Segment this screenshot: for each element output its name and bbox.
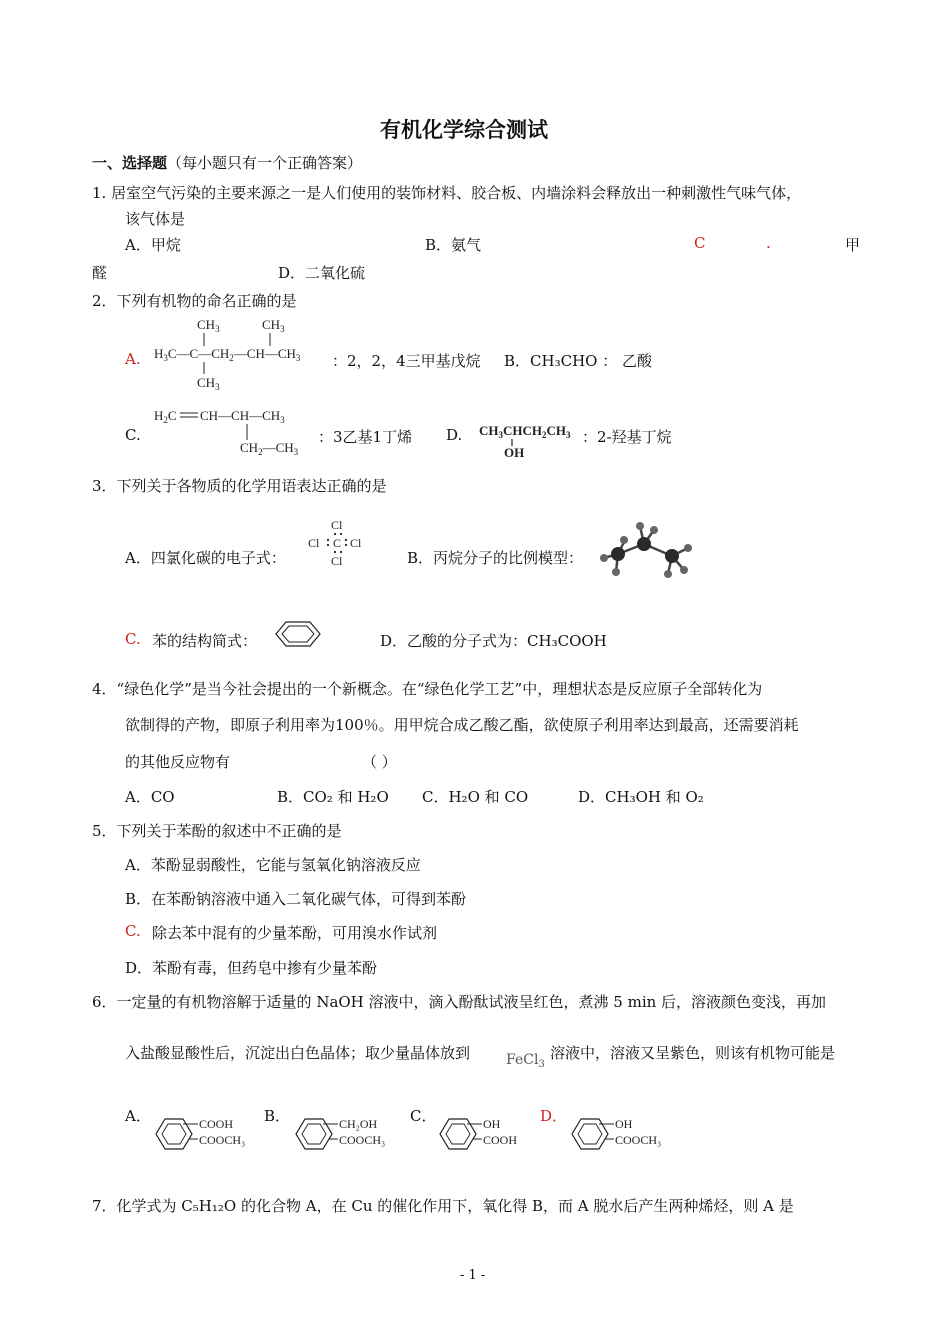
q6-option-b-letter: B． xyxy=(264,1107,291,1125)
svg-text:Cl: Cl xyxy=(308,536,320,550)
q1-stem-line1: 1. 居室空气污染的主要来源之一是人们使用的装饰材料、胶合板、内墙涂料会释放出一种刺激性气味气体， xyxy=(92,184,802,202)
q6-a-structure xyxy=(152,1114,260,1156)
svg-text:CH₂OH: CH₂OH xyxy=(339,1117,378,1131)
q4-line1: 4．“绿色化学”是当今社会提出的一个新概念。在“绿色化学工艺”中，理想状态是反应原子全部转化为 xyxy=(92,680,763,698)
q7-stem: 7．化学式为 C₅H₁₂O 的化合物 A，在 Cu 的催化作用下，氧化得 B，而 A 脱水后产生两种烯烃，则 A 是 xyxy=(92,1197,794,1215)
q3-option-c-text: 苯的结构简式： xyxy=(152,632,258,650)
q3-option-b: B．丙烷分子的比例模型： xyxy=(407,549,584,567)
q2-option-a-name: ：2，2，4三甲基戊烷 xyxy=(332,352,481,370)
q4-line2: 欲制得的产物，即原子利用率为100％。用甲烷合成乙酸乙酯，欲使原子利用率达到最高，还需要消耗 xyxy=(125,716,799,734)
q5-option-b: B．在苯酚钠溶液中通入二氧化碳气体，可得到苯酚 xyxy=(125,890,467,908)
svg-text:C: C xyxy=(333,536,342,550)
svg-text:CH3: $CH_3$ xyxy=(197,375,220,392)
q2-a-structure xyxy=(152,312,332,394)
ccl4-electron-formula xyxy=(306,516,370,570)
q5-option-a: A．苯酚显弱酸性，它能与氢氧化钠溶液反应 xyxy=(125,856,421,874)
section-note: （每小题只有一个正确答案） xyxy=(167,154,363,172)
page-title: 有机化学综合测试 xyxy=(380,118,548,142)
q6-option-c-letter: C． xyxy=(410,1107,437,1125)
q4-option-d: D．CH₃OH 和 O₂ xyxy=(578,788,704,806)
q4-option-b: B．CO₂ 和 H₂O xyxy=(277,788,389,806)
svg-text:OH: OH xyxy=(615,1117,633,1131)
svg-text:CH3: $CH_3$ xyxy=(262,317,285,334)
svg-text:Cl: Cl xyxy=(331,518,343,532)
q5-option-c-text: 除去苯中混有的少量苯酚，可用溴水作试剂 xyxy=(152,924,438,942)
q6-b-structure xyxy=(292,1114,402,1156)
svg-text:H2C: $H_2C$ xyxy=(154,408,177,425)
fecl3-formula: FeCl$_3$ xyxy=(506,1052,545,1070)
page-number: - 1 - xyxy=(460,1268,486,1283)
q4-line3: 的其他反应物有 xyxy=(125,753,231,771)
svg-text:Cl: Cl xyxy=(350,536,362,550)
q4-option-a: A．CO xyxy=(125,788,175,806)
q3-option-a: A．四氯化碳的电子式： xyxy=(125,549,286,567)
q1-option-d: D．二氧化硫 xyxy=(278,264,366,282)
q6-option-a-letter: A． xyxy=(125,1107,151,1125)
q6-line1: 6．一定量的有机物溶解于适量的 NaOH 溶液中，滴入酚酞试液呈红色，煮沸 5 min 后，溶液颜色变浅，再加 xyxy=(92,993,827,1011)
q5-option-c-letter: C. xyxy=(125,922,141,940)
q1-option-c-text2: 醛 xyxy=(92,264,108,282)
benzene-ring xyxy=(272,618,324,650)
svg-text:CH—CH—CH3: $CH—CH—CH_3$ xyxy=(200,408,285,425)
q2-option-c-letter: C. xyxy=(125,426,141,444)
q2-c-structure xyxy=(152,402,317,460)
svg-text:COOH: COOH xyxy=(199,1117,234,1131)
q4-option-c: C．H₂O 和 CO xyxy=(422,788,529,806)
section-label: 一、选择题 xyxy=(92,154,168,172)
q3-option-d: D．乙酸的分子式为：CH₃COOH xyxy=(380,632,607,650)
q6-c-structure xyxy=(436,1114,532,1156)
q6-option-d-letter: D． xyxy=(540,1107,568,1125)
svg-text:OH: OH xyxy=(483,1117,501,1131)
q1-option-c-letter: C xyxy=(694,234,706,252)
q3-stem: 3．下列关于各物质的化学用语表达正确的是 xyxy=(92,477,387,495)
q2-option-b: B．CH₃CHO ： 乙酸 xyxy=(504,352,652,370)
svg-text:COOCH₃: COOCH₃ xyxy=(199,1133,246,1147)
q5-stem: 5．下列关于苯酚的叙述中不正确的是 xyxy=(92,822,342,840)
svg-text:COOCH₃: COOCH₃ xyxy=(615,1133,662,1147)
q2-option-d-letter: D. xyxy=(446,426,463,444)
q4-answer-blank: （ ） xyxy=(362,753,397,771)
svg-text:COOH: COOH xyxy=(483,1133,518,1147)
q6-d-structure xyxy=(568,1114,674,1156)
q2-option-d-name: ：2-羟基丁烷 xyxy=(582,428,672,446)
propane-model xyxy=(596,518,696,580)
q2-stem: 2．下列有机物的命名正确的是 xyxy=(92,292,297,310)
svg-text:CH3CHCH2CH3: $CH_3CHCH_2CH_3$ xyxy=(479,423,571,440)
q2-option-a-letter: A. xyxy=(125,350,141,368)
q1-option-a: A．甲烷 xyxy=(125,236,181,254)
section-header xyxy=(92,152,362,173)
svg-text:CH2—CH3: $CH_2—CH_3$ xyxy=(240,440,299,457)
q1-stem-line2: 该气体是 xyxy=(125,210,186,228)
q1-option-c-text1: 甲 xyxy=(845,236,861,254)
q2-d-structure xyxy=(478,418,582,462)
svg-text:H3C—C—CH2—CH—CH3: $H_3C—C—CH_2—CH—CH_3$ xyxy=(154,346,301,363)
q1-option-b: B．氨气 xyxy=(425,236,482,254)
q3-option-c-letter: C. xyxy=(125,630,141,648)
svg-text:CH3: $CH_3$ xyxy=(197,317,220,334)
q2-option-c-name: ：3乙基1丁烯 xyxy=(318,428,413,446)
q6-line2b: 溶液中，溶液又呈紫色，则该有机物可能是 xyxy=(550,1044,836,1062)
svg-text:OH: OH xyxy=(504,445,525,460)
q5-option-d: D．苯酚有毒，但药皂中掺有少量苯酚 xyxy=(125,959,378,977)
svg-text:Cl: Cl xyxy=(331,554,343,568)
q6-line2a: 入盐酸显酸性后，沉淀出白色晶体；取少量晶体放到 xyxy=(125,1044,471,1062)
svg-text:COOCH₃: COOCH₃ xyxy=(339,1133,386,1147)
q1-option-c-dot: . xyxy=(766,234,771,252)
